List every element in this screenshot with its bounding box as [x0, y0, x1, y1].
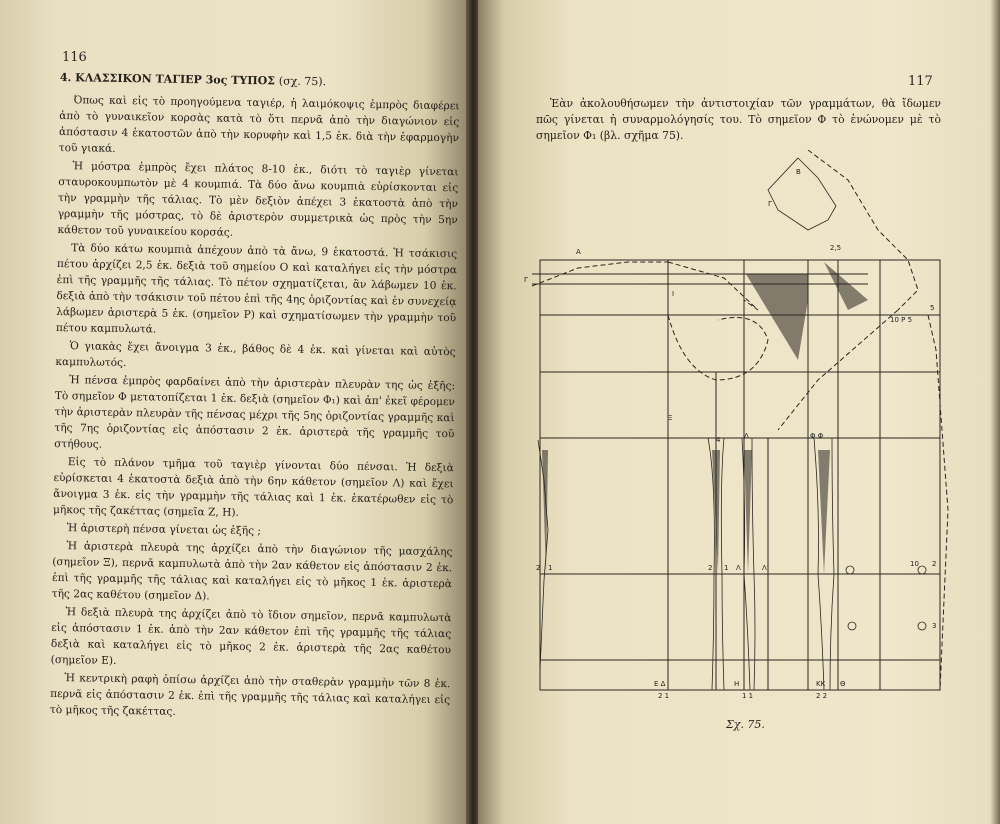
paragraph-buttons-lapel: Τὰ δύο κάτω κουμπιὰ ἀπέχουν ἀπὸ τὰ ἄνω, 9 ἑκατοστά. Ἡ τσάκισις πέτου ἀρχίζει 2,5 ἐκ. δεξιὰ τοῦ σημείου Ο καὶ καταλήγει εἰς τὴν μόστρα ἐπὶ τῆς γραμμῆς τῆς τάλιας. Τὸ πέτον σχηματίζεται, ἂν λάβωμεν 10 ἐκ. δεξιὰ ἀπὸ τὴν τσάκισιν τοῦ πέτου ἐπὶ τῆς 4ης ὁριζοντίας καὶ ἐν συνεχείᾳ λάβωμεν ἀριστερὰ 5 ἐκ. (σημεῖον Ρ) καὶ σχηματίσωμεν τὴν γραμμὴν τοῦ πέτου καμπυλωτά.: [55, 242, 458, 336]
front-dart-hatched: [746, 274, 808, 360]
label-right-one: 1: [724, 564, 729, 572]
page-number-left: 116: [62, 50, 87, 65]
dart-right-outline-b: [830, 438, 834, 690]
label-lambda-prime: Λ': [762, 564, 769, 572]
button-mark-4: [918, 622, 926, 630]
label-ten-p5: 10 Ρ 5: [890, 316, 913, 324]
label-lambda: Λ: [744, 432, 749, 440]
pattern-diagram: [518, 150, 988, 700]
label-two-right: 2: [932, 560, 937, 568]
paragraph-left-dart-right-side: Ἡ δεξιὰ πλευρὰ της ἀρχίζει ἀπὸ τὸ ἴδιον σημεῖον, περνᾶ καμπυλωτὰ εἰς ἀπόστασιν 1 ἐκ. ἀπὸ τὴν 2αν κάθετον ἐπὶ τῆς γραμμῆς τῆς τάλιας δεξιὰ καὶ καταλήγει εἰς τὸ μῆκος 2 ἐκ. ἀριστερὰ τῆς 2ας καθέτου (σημεῖον Ε).: [50, 606, 452, 667]
right-dart-hatched: [818, 450, 830, 574]
paragraph-facing: Ἡ μόστρα ἐμπρὸς ἔχει πλάτος 8-10 ἐκ., διότι τὸ ταγιὲρ γίνεται σταυροκουμπωτὸν μὲ 4 κουμπιά. Τὰ δύο ἄνω κουμπιὰ εὑρίσκονται εἰς τὴν γραμμὴν τῆς τάλιας. Τὸ μὲν δεξιὸν ἀπέχει 3 ἑκατοστὰ ἀπὸ τὴν γραμμὴν τῆς μόστρας, τὸ δὲ ἀριστερὸν συμμετρικὰ ὡς πρὸς τὴν 5ην κάθετον τοῦ γυναικείου κορσάς.: [57, 160, 459, 239]
label-right-two: 2: [708, 564, 713, 572]
left-text-column: [50, 70, 460, 726]
right-intro-text: Ἐὰν ἀκολουθήσωμεν τὴν ἀντιστοιχίαν τῶν γραμμάτων, θὰ ἴδωμεν πῶς γίνεται ἡ συναρμολόγησίς του. Τὸ σημεῖον Φ τὸ ἑνώνομεν μὲ τὸ σημεῖον Φ₁ (βλ. σχῆμα 75).: [536, 97, 941, 142]
lapel-dashed: [808, 150, 918, 310]
label-top-a: Α: [576, 248, 581, 256]
paragraph-left-dart-intro: Ἡ ἀριστερὴ πένσα γίνεται ὡς ἑξῆς ;: [66, 522, 262, 538]
label-phi-pair: Φ Φ: [810, 432, 824, 440]
label-k-k: ΚΚ: [816, 680, 826, 688]
label-e-d: Ε Δ: [654, 680, 666, 688]
figure-caption: Σχ. 75.: [726, 718, 765, 731]
sleeve-curve-dashed: [668, 315, 768, 380]
neck-hatched: [824, 262, 868, 310]
paragraph-collar: Ὁ γιακὰς ἔχει ἄνοιγμα 3 ἐκ., βάθος δὲ 4 ἐκ. καὶ γίνεται καὶ αὐτὸς καμπυλωτός.: [55, 340, 456, 370]
button-mark-1: [846, 566, 854, 574]
back-dart-hatched: [542, 450, 548, 574]
label-five: 5: [930, 304, 935, 312]
label-two-left: 2: [536, 564, 541, 572]
paragraph-left-dart-left-side: Ἡ ἀριστερὰ πλευρὰ της ἀρχίζει ἀπὸ τὴν διαγώνιον τῆς μασχάλης (σημεῖον Ξ), περνᾶ καμπυλωτὰ ἀπὸ τὴν 2αν κάθετον εἰς ἀπόστασιν 2 ἐκ. ἐπὶ τῆς γραμμῆς τῆς τάλιας καὶ καταλήγει εἰς τὸ μῆκος 1 ἐκ. ἀριστερὰ τῆς 2ας καθέτου (σημεῖον Δ).: [51, 540, 453, 603]
left-page: [0, 0, 472, 824]
label-four: 4: [716, 436, 721, 444]
label-one-left: 1: [548, 564, 553, 572]
button-mark-2: [918, 566, 926, 574]
heading-title: 4. ΚΛΑΣΣΙΚΟΝ ΤΑΓΙΕΡ 3ος ΤΥΠΟΣ: [59, 70, 276, 88]
label-ten-right: 10: [910, 560, 919, 568]
label-two-one-b: 1 1: [742, 692, 754, 700]
label-two-five: 2,5: [830, 244, 842, 252]
label-theta: Θ: [840, 680, 846, 688]
paragraph-back-seam: Ἡ κεντρικὴ ραφὴ ὀπίσω ἀρχίζει ἀπὸ τὴν σταθερὰν γραμμὴν τῶν 8 ἐκ. περνᾶ εἰς ἀπόστασιν 2 ἐκ. ἐπὶ τῆς γραμμῆς τῆς τάλιας καὶ καταλήγει εἰς τὸ μῆκος τῆς ζακέττας.: [49, 672, 451, 718]
paragraph-front-dart: Ἡ πένσα ἐμπρὸς φαρδαίνει ἀπὸ τὴν ἀριστερὰν πλευρὰν της ὡς ἑξῆς: Τὸ σημεῖον Φ μετατοπίζεται 1 ἐκ. δεξιὰ (σημεῖον Φ₁) καὶ ἀπ' ἐκεῖ φέρομεν τὴν ἀριστερὰν πλευρὰν τῆς πένσας μέχρι τῆς 5ης ὁριζοντίας γραμμῆς καὶ τῆς 7ης ὁριζοντίας εἰς ἀπόστασιν 2 ἐκ. ἀριστερὰ τῆς γραμμῆς τοῦ στήθους.: [54, 374, 456, 451]
label-lambda-mid: Λ: [736, 564, 741, 572]
mid-dart-hatched: [744, 450, 752, 574]
label-i: Ι: [672, 290, 675, 298]
label-xi: Ξ: [668, 414, 673, 422]
dart-mid-outline-b: [752, 438, 755, 690]
page-number-right: 117: [908, 74, 933, 89]
page-edge-shadow: [990, 0, 1000, 824]
label-two-one-a: 2 1: [658, 692, 670, 700]
paragraph-side-darts: Εἰς τὸ πλάνον τμῆμα τοῦ ταγιὲρ γίνονται δύο πένσαι. Ἡ δεξιὰ εὑρίσκεται 4 ἑκατοστὰ δεξιὰ ἀπὸ τὴν 6ην κάθετον (σημεῖον Λ) καὶ ἔχει ἄνοιγμα 3 ἐκ. εἰς τὴν γραμμὴν τῆς τάλιας καὶ 1 ἐκ. ἑκατέρωθεν εἰς τὸ μῆκος τῆς ζακέττας (σημεῖα Ζ, Η).: [52, 456, 454, 519]
label-eta: Η: [734, 680, 740, 688]
label-beta: Β: [796, 168, 801, 176]
label-three-right: 3: [932, 622, 937, 630]
paragraph-neckline: Όπως καὶ εἰς τὸ προηγούμενα ταγιέρ, ἡ λαιμόκοψις ἐμπρὸς διαφέρει ἀπὸ τὸ γυναικεῖον κορσὰς κατὰ τὸ ὅτι περνᾶ ἀπὸ τὴν διαγώνιον εἰς ἀπόστασιν 4 ἑκατοστῶν ἀπὸ τὴν κορυφὴν καὶ 1,5 ἐκ. διὰ τὴν ἐφαρμογὴν τοῦ γιακά.: [58, 94, 460, 155]
collar-piece: [768, 158, 836, 230]
button-mark-3: [848, 622, 856, 630]
label-gamma: Γ: [524, 276, 528, 284]
label-gamma-collar: Γ: [768, 200, 772, 208]
heading-figure-ref: (σχ. 75).: [278, 74, 327, 89]
front-edge-dashed: [928, 315, 948, 690]
section-heading: [60, 70, 460, 92]
label-two-two: 2 2: [816, 692, 828, 700]
